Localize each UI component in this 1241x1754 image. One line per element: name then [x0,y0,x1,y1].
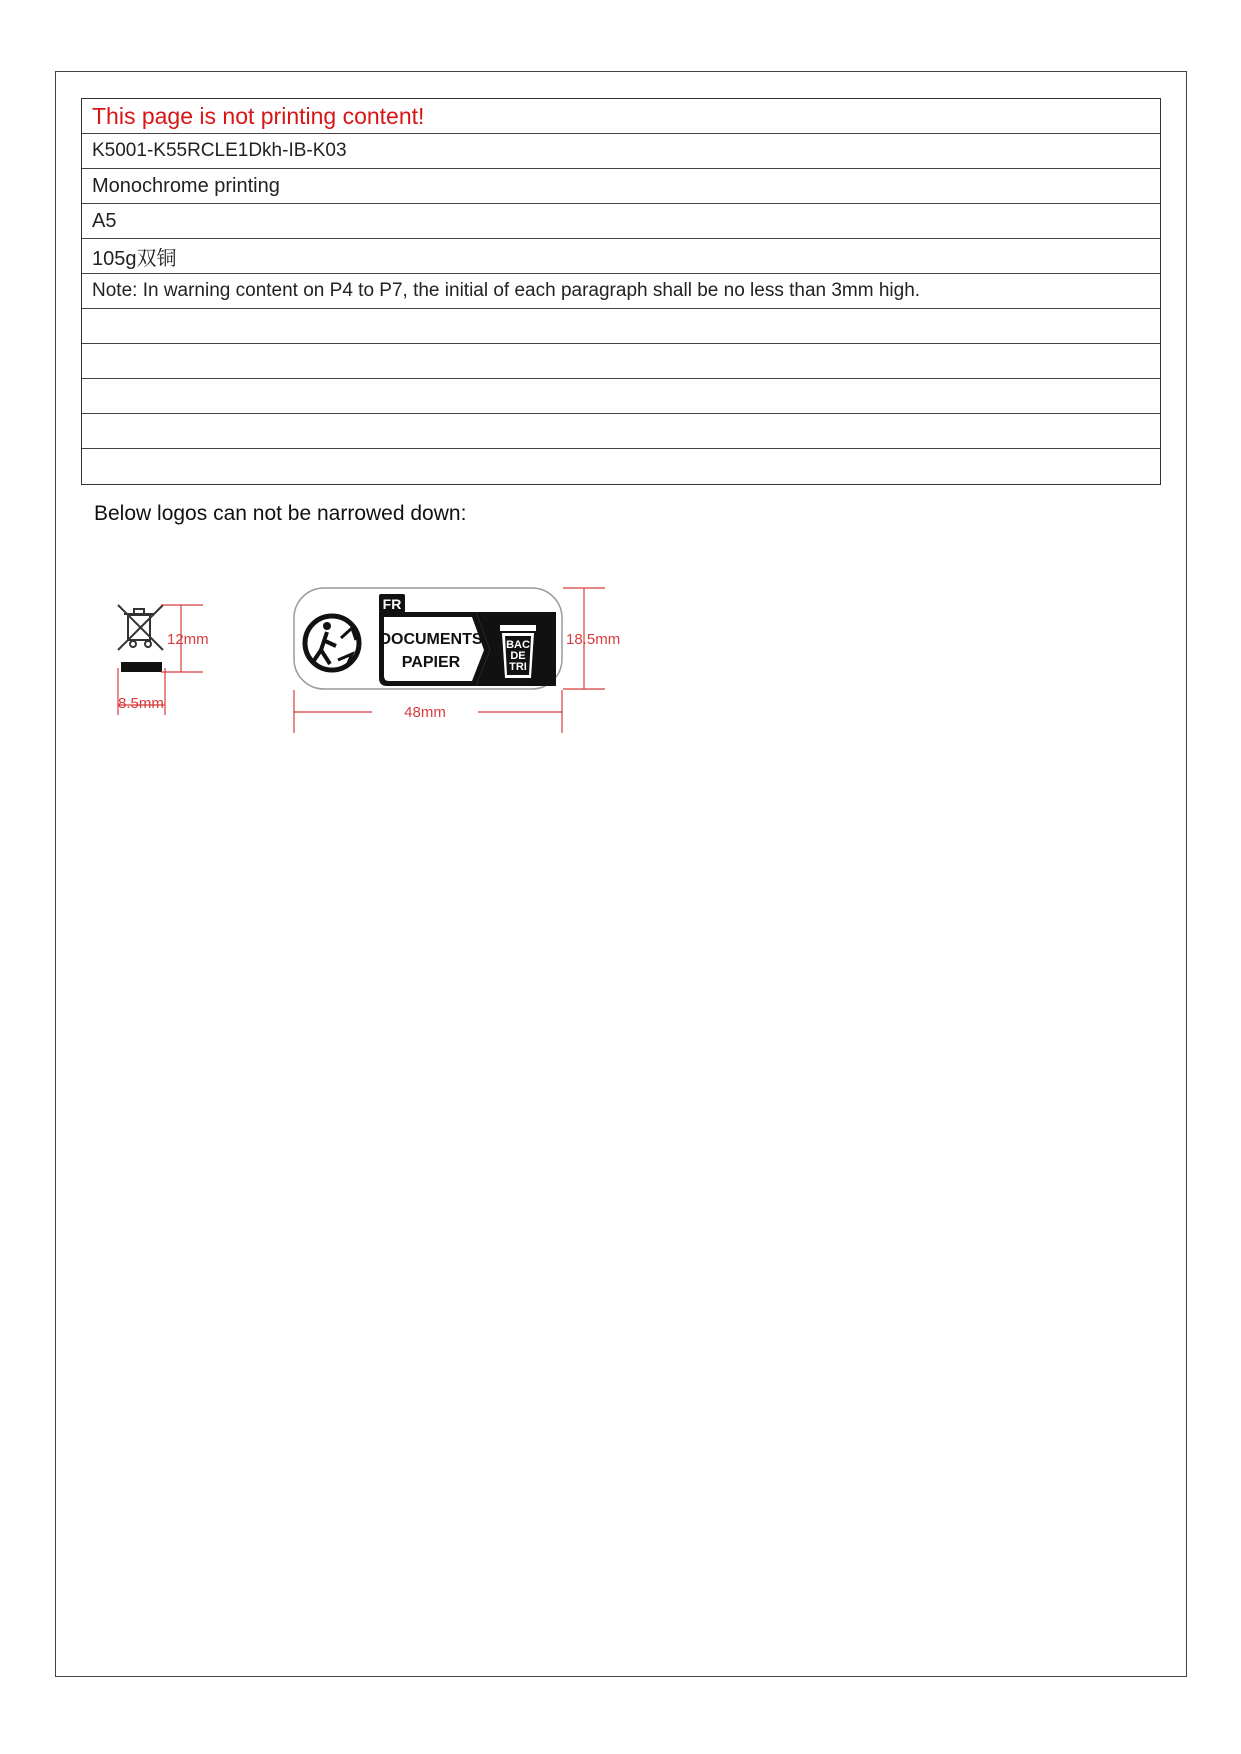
triman-line2: PAPIER [401,654,461,671]
weee-width-label: 8.5mm [118,695,164,712]
triman-logo [294,588,620,733]
logos-caption: Below logos can not be narrowed down: [94,502,467,525]
logos-area [0,0,1241,760]
code-row: K5001-K55RCLE1Dkh-IB-K03 [82,134,1160,169]
triman-line1: DOCUMENTS [379,631,483,648]
triman-country: FR [382,596,402,612]
printing-row: Monochrome printing [82,169,1160,204]
triman-bin2: DE [510,650,526,662]
triman-arrow-inner [384,617,484,681]
paper-row: 105g双铜 [82,239,1160,274]
weee-bar [121,662,162,672]
crossed-bin-icon [118,605,163,650]
weee-logo [118,605,209,715]
triman-height-label: 18.5mm [566,631,621,648]
triman-width-label: 48mm [404,704,446,721]
triman-bin3: TRI [509,661,527,673]
weee-height-label: 12mm [167,631,209,648]
warning-row: This page is not printing content! [82,99,1160,134]
note-row: Note: In warning content on P4 to P7, the initial of each paragraph shall be no less than 3mm high. [82,274,1160,309]
triman-bin1: BAC [506,639,530,651]
size-row: A5 [82,204,1160,239]
